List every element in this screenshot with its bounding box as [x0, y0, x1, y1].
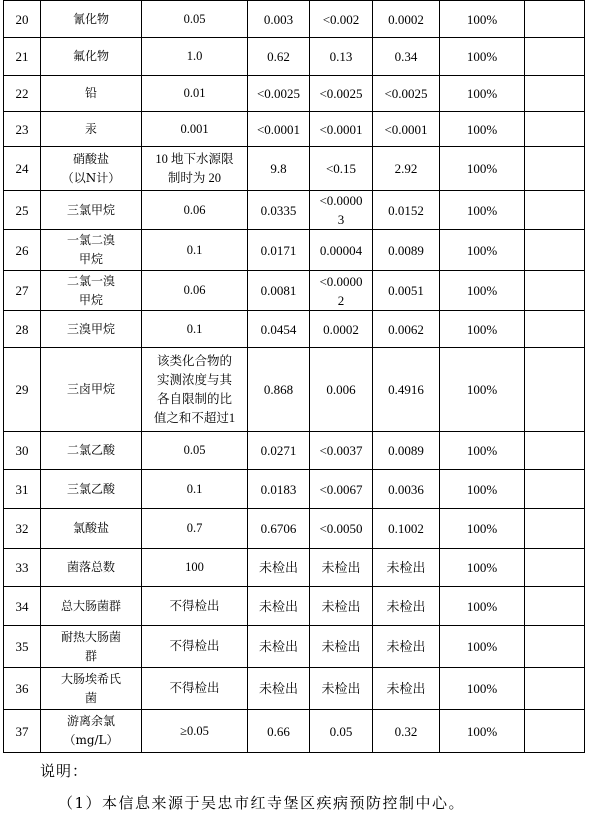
pass-rate: 100%	[466, 121, 498, 137]
limit-value-cell	[142, 147, 248, 191]
result-3-cell	[373, 432, 440, 470]
row-number: 23	[15, 121, 29, 137]
result-3-cell	[373, 271, 440, 311]
limit-value-cell	[142, 191, 248, 230]
empty-cell	[525, 549, 585, 587]
pass-rate-cell	[440, 509, 525, 549]
row-number-cell	[4, 1, 41, 38]
limit-value: 0.06	[183, 202, 206, 217]
limit-value: 0.1	[186, 481, 203, 496]
result-3-cell	[373, 587, 440, 626]
row-number-cell	[4, 311, 41, 348]
pass-rate-cell	[440, 191, 525, 230]
notes-label: 说明：	[40, 762, 89, 780]
row-number: 29	[15, 382, 29, 397]
pass-rate-cell	[440, 230, 525, 271]
empty-cell	[525, 348, 585, 432]
result-1-cell	[248, 549, 310, 587]
row-number-cell	[4, 710, 41, 753]
table-row	[4, 470, 585, 509]
result-1-cell	[248, 348, 310, 432]
limit-value: 1.0	[186, 49, 203, 63]
result-2-cell	[310, 311, 373, 348]
result-1-cell	[248, 147, 310, 191]
limit-value-cell	[142, 509, 248, 549]
result-3: 未检出	[386, 681, 426, 696]
pass-rate: 100%	[466, 202, 498, 218]
result-3: 0.0062	[388, 321, 424, 337]
result-2: 未检出	[321, 639, 361, 654]
result-3-cell	[373, 76, 440, 112]
limit-value: 0.06	[183, 283, 206, 297]
result-2: 0.00004	[319, 242, 363, 258]
limit-value: 0.001	[180, 121, 209, 136]
item-name-cell	[41, 311, 142, 348]
result-3-cell	[373, 470, 440, 509]
result-2: <0.002	[322, 11, 360, 27]
row-number-cell	[4, 549, 41, 587]
empty-cell	[525, 710, 585, 753]
row-number-cell	[4, 230, 41, 271]
empty-cell	[525, 230, 585, 271]
pass-rate-cell	[440, 311, 525, 348]
result-2: <0.15	[325, 161, 357, 176]
result-3-cell	[373, 509, 440, 549]
note-item-1: （1）本信息来源于吴忠市红寺堡区疾病预防控制中心。	[58, 794, 466, 812]
result-2: 0.0002	[323, 321, 359, 337]
result-3-cell	[373, 549, 440, 587]
empty-cell	[525, 112, 585, 147]
result-2: 0.05	[329, 723, 353, 739]
limit-value: ≥0.05	[180, 723, 209, 738]
item-name: 大肠埃希氏 菌	[60, 671, 121, 705]
result-2: 未检出	[321, 560, 361, 575]
pass-rate-cell	[440, 587, 525, 626]
result-3: 0.0089	[388, 242, 424, 258]
item-name: 游离余氯 （mg/L）	[63, 714, 119, 747]
result-2-cell	[310, 348, 373, 432]
result-1-cell	[248, 112, 310, 147]
row-number: 28	[15, 321, 29, 337]
table-row	[4, 710, 585, 753]
result-3: 未检出	[386, 639, 426, 654]
result-1-cell	[248, 509, 310, 549]
limit-value: 0.05	[183, 11, 206, 26]
pass-rate-cell	[440, 470, 525, 509]
pass-rate-cell	[440, 710, 525, 753]
limit-value-cell	[142, 549, 248, 587]
item-name: 总大肠菌群	[60, 598, 121, 613]
row-number-cell	[4, 38, 41, 76]
result-3-cell	[373, 348, 440, 432]
item-name: 一氯二溴 甲烷	[66, 233, 115, 266]
result-1: 未检出	[258, 639, 298, 654]
result-2: <0.0067	[319, 481, 363, 497]
item-name-cell	[41, 1, 142, 38]
item-name: 硝酸盐 （以N计）	[61, 151, 121, 185]
limit-value: 0.7	[186, 521, 203, 535]
table-row	[4, 1, 585, 38]
item-name: 汞	[84, 121, 97, 136]
row-number: 33	[15, 560, 29, 575]
item-name: 二氯乙酸	[66, 443, 115, 457]
result-3-cell	[373, 311, 440, 348]
item-name-cell	[41, 147, 142, 191]
result-1-cell	[248, 230, 310, 271]
item-name-cell	[41, 549, 142, 587]
limit-value-cell	[142, 668, 248, 710]
item-name-cell	[41, 509, 142, 549]
limit-value-cell	[142, 348, 248, 432]
table-row	[4, 432, 585, 470]
result-3: 未检出	[386, 598, 426, 614]
row-number-cell	[4, 470, 41, 509]
item-name-cell	[41, 112, 142, 147]
result-3: 0.0002	[388, 11, 424, 27]
limit-value: 0.05	[183, 443, 206, 457]
limit-value-cell	[142, 38, 248, 76]
result-1-cell	[248, 311, 310, 348]
result-1-cell	[248, 1, 310, 38]
empty-cell	[525, 311, 585, 348]
limit-value-cell	[142, 1, 248, 38]
item-name: 铅	[84, 86, 97, 100]
item-name-cell	[41, 271, 142, 311]
limit-value-cell	[142, 230, 248, 271]
item-name-cell	[41, 76, 142, 112]
pass-rate: 100%	[466, 443, 498, 458]
limit-value-cell	[142, 271, 248, 311]
result-2-cell	[310, 668, 373, 710]
result-2: <0.0001	[319, 121, 363, 137]
row-number: 32	[15, 521, 29, 536]
pass-rate: 100%	[466, 521, 498, 536]
result-1: 0.0454	[260, 321, 297, 337]
pass-rate: 100%	[466, 242, 498, 258]
limit-value: 10 地下水源限 制时为 20	[155, 151, 234, 185]
result-2-cell	[310, 147, 373, 191]
limit-value-cell	[142, 432, 248, 470]
result-1: <0.0025	[256, 86, 301, 101]
result-2-cell	[310, 38, 373, 76]
result-2: <0.0025	[319, 86, 363, 101]
row-number: 35	[15, 639, 29, 654]
item-name-cell	[41, 348, 142, 432]
item-name-cell	[41, 710, 142, 753]
limit-value-cell	[142, 626, 248, 668]
pass-rate-cell	[440, 549, 525, 587]
item-name: 耐热大肠菌 群	[60, 629, 121, 663]
result-1: 0.0271	[260, 443, 297, 458]
table-row	[4, 348, 585, 432]
row-number-cell	[4, 509, 41, 549]
result-2-cell	[310, 112, 373, 147]
limit-value-cell	[142, 76, 248, 112]
result-1-cell	[248, 271, 310, 311]
item-name-cell	[41, 470, 142, 509]
result-2: <0.0050	[319, 521, 363, 536]
result-2: 未检出	[321, 598, 361, 614]
result-3-cell	[373, 191, 440, 230]
item-name: 菌落总数	[66, 560, 115, 574]
row-number-cell	[4, 626, 41, 668]
empty-cell	[525, 626, 585, 668]
limit-value-cell	[142, 112, 248, 147]
result-1: 9.8	[270, 161, 287, 176]
result-1-cell	[248, 191, 310, 230]
empty-cell	[525, 271, 585, 311]
result-2-cell	[310, 230, 373, 271]
result-3: <0.0001	[384, 121, 428, 137]
empty-cell	[525, 587, 585, 626]
result-3: 0.1002	[388, 521, 424, 536]
result-1-cell	[248, 432, 310, 470]
table-row	[4, 549, 585, 587]
pass-rate-cell	[440, 112, 525, 147]
result-3: 0.0051	[388, 283, 424, 298]
empty-cell	[525, 76, 585, 112]
table-row	[4, 230, 585, 271]
result-3-cell	[373, 38, 440, 76]
item-name-cell	[41, 626, 142, 668]
result-3: 0.0152	[388, 202, 424, 218]
pass-rate: 100%	[466, 481, 498, 497]
row-number-cell	[4, 271, 41, 311]
result-3-cell	[373, 147, 440, 191]
item-name: 氯酸盐	[72, 521, 109, 535]
result-3-cell	[373, 668, 440, 710]
table-row	[4, 112, 585, 147]
result-1-cell	[248, 587, 310, 626]
result-3-cell	[373, 230, 440, 271]
pass-rate: 100%	[466, 560, 498, 575]
pass-rate-cell	[440, 76, 525, 112]
result-3-cell	[373, 1, 440, 38]
result-2-cell	[310, 549, 373, 587]
result-2: 未检出	[321, 681, 361, 696]
table-row	[4, 509, 585, 549]
table-row	[4, 76, 585, 112]
row-number-cell	[4, 668, 41, 710]
limit-value: 0.1	[186, 242, 203, 257]
pass-rate-cell	[440, 271, 525, 311]
empty-cell	[525, 470, 585, 509]
pass-rate: 100%	[466, 86, 498, 101]
row-number: 31	[15, 481, 29, 497]
row-number: 30	[15, 443, 29, 458]
result-2: 0.006	[326, 382, 356, 397]
result-1: 0.62	[267, 49, 290, 64]
pass-rate-cell	[440, 432, 525, 470]
result-2: <0.0000 2	[319, 273, 363, 308]
result-1: 未检出	[258, 681, 298, 696]
row-number-cell	[4, 76, 41, 112]
table-row	[4, 311, 585, 348]
result-3: 2.92	[394, 161, 418, 176]
row-number: 22	[15, 86, 29, 101]
pass-rate: 100%	[466, 161, 498, 176]
row-number: 27	[15, 283, 29, 298]
result-1-cell	[248, 470, 310, 509]
pass-rate: 100%	[466, 321, 498, 337]
result-1-cell	[248, 626, 310, 668]
item-name: 氰化物	[72, 11, 109, 26]
result-3: <0.0025	[384, 86, 428, 101]
table-row	[4, 668, 585, 710]
result-1: 0.66	[267, 723, 290, 739]
result-3: 未检出	[386, 560, 426, 575]
item-name-cell	[41, 668, 142, 710]
result-2-cell	[310, 710, 373, 753]
result-3-cell	[373, 710, 440, 753]
result-2-cell	[310, 587, 373, 626]
row-number: 37	[15, 723, 29, 739]
pass-rate-cell	[440, 626, 525, 668]
row-number: 20	[15, 11, 29, 27]
result-2-cell	[310, 1, 373, 38]
row-number-cell	[4, 112, 41, 147]
row-number-cell	[4, 587, 41, 626]
pass-rate: 100%	[466, 639, 498, 654]
result-1: 0.0081	[260, 283, 297, 298]
limit-value: 100	[185, 560, 204, 574]
result-2-cell	[310, 76, 373, 112]
result-2-cell	[310, 470, 373, 509]
result-3: 0.32	[394, 723, 418, 739]
result-3: 0.34	[394, 49, 418, 64]
result-2-cell	[310, 271, 373, 311]
empty-cell	[525, 668, 585, 710]
limit-value-cell	[142, 311, 248, 348]
result-3: 0.0036	[388, 481, 424, 497]
item-name: 三溴甲烷	[66, 321, 115, 336]
row-number: 21	[15, 49, 29, 64]
item-name-cell	[41, 38, 142, 76]
water-quality-table	[3, 0, 585, 753]
item-name: 三氯乙酸	[66, 481, 115, 496]
pass-rate: 100%	[466, 11, 498, 27]
limit-value-cell	[142, 587, 248, 626]
limit-value: 不得检出	[169, 598, 220, 613]
pass-rate-cell	[440, 348, 525, 432]
row-number: 24	[15, 161, 29, 176]
result-1: 0.0171	[260, 242, 297, 258]
row-number-cell	[4, 147, 41, 191]
result-2-cell	[310, 191, 373, 230]
row-number-cell	[4, 432, 41, 470]
pass-rate: 100%	[466, 49, 498, 64]
empty-cell	[525, 1, 585, 38]
result-2-cell	[310, 626, 373, 668]
empty-cell	[525, 38, 585, 76]
result-1-cell	[248, 710, 310, 753]
table-row	[4, 38, 585, 76]
pass-rate: 100%	[466, 681, 498, 696]
row-number: 25	[15, 202, 29, 218]
limit-value: 不得检出	[169, 681, 220, 695]
result-1: 0.0335	[260, 202, 297, 218]
result-2-cell	[310, 509, 373, 549]
empty-cell	[525, 147, 585, 191]
row-number-cell	[4, 191, 41, 230]
pass-rate: 100%	[466, 723, 498, 739]
row-number: 26	[15, 242, 29, 258]
row-number: 36	[15, 681, 29, 696]
item-name-cell	[41, 587, 142, 626]
pass-rate-cell	[440, 38, 525, 76]
item-name: 三卤甲烷	[66, 382, 115, 396]
table-row	[4, 626, 585, 668]
item-name-cell	[41, 230, 142, 271]
pass-rate: 100%	[466, 382, 498, 397]
result-1: 0.868	[263, 382, 294, 397]
result-1-cell	[248, 38, 310, 76]
table-row	[4, 271, 585, 311]
pass-rate-cell	[440, 147, 525, 191]
limit-value-cell	[142, 470, 248, 509]
empty-cell	[525, 191, 585, 230]
result-1-cell	[248, 76, 310, 112]
result-2: <0.0000 3	[319, 193, 363, 227]
row-number: 34	[15, 598, 29, 614]
pass-rate-cell	[440, 1, 525, 38]
result-3-cell	[373, 626, 440, 668]
limit-value: 不得检出	[169, 639, 220, 653]
result-1: 0.6706	[260, 521, 297, 536]
result-1: 0.003	[263, 11, 294, 27]
item-name-cell	[41, 432, 142, 470]
empty-cell	[525, 509, 585, 549]
pass-rate: 100%	[466, 598, 498, 614]
result-1: 未检出	[258, 560, 298, 575]
item-name: 氟化物	[72, 49, 109, 63]
table-row	[4, 191, 585, 230]
row-number-cell	[4, 348, 41, 432]
limit-value-cell	[142, 710, 248, 753]
table-row	[4, 587, 585, 626]
result-1-cell	[248, 668, 310, 710]
result-2: 0.13	[329, 49, 353, 64]
pass-rate-cell	[440, 668, 525, 710]
limit-value: 0.1	[186, 321, 203, 336]
result-3: 0.0089	[388, 443, 424, 458]
result-1: <0.0001	[256, 121, 301, 137]
result-1: 未检出	[258, 598, 298, 614]
limit-value: 该类化合物的 实测浓度与其 各自限制的比 值之和不超过1	[153, 353, 236, 425]
item-name-cell	[41, 191, 142, 230]
empty-cell	[525, 432, 585, 470]
item-name: 二氯一溴 甲烷	[66, 273, 115, 307]
pass-rate: 100%	[466, 283, 498, 298]
result-2: <0.0037	[319, 443, 363, 458]
result-3: 0.4916	[388, 382, 424, 397]
table-row	[4, 147, 585, 191]
result-2-cell	[310, 432, 373, 470]
item-name: 三氯甲烷	[66, 202, 115, 217]
limit-value: 0.01	[183, 86, 206, 100]
result-1: 0.0183	[260, 481, 297, 497]
result-3-cell	[373, 112, 440, 147]
